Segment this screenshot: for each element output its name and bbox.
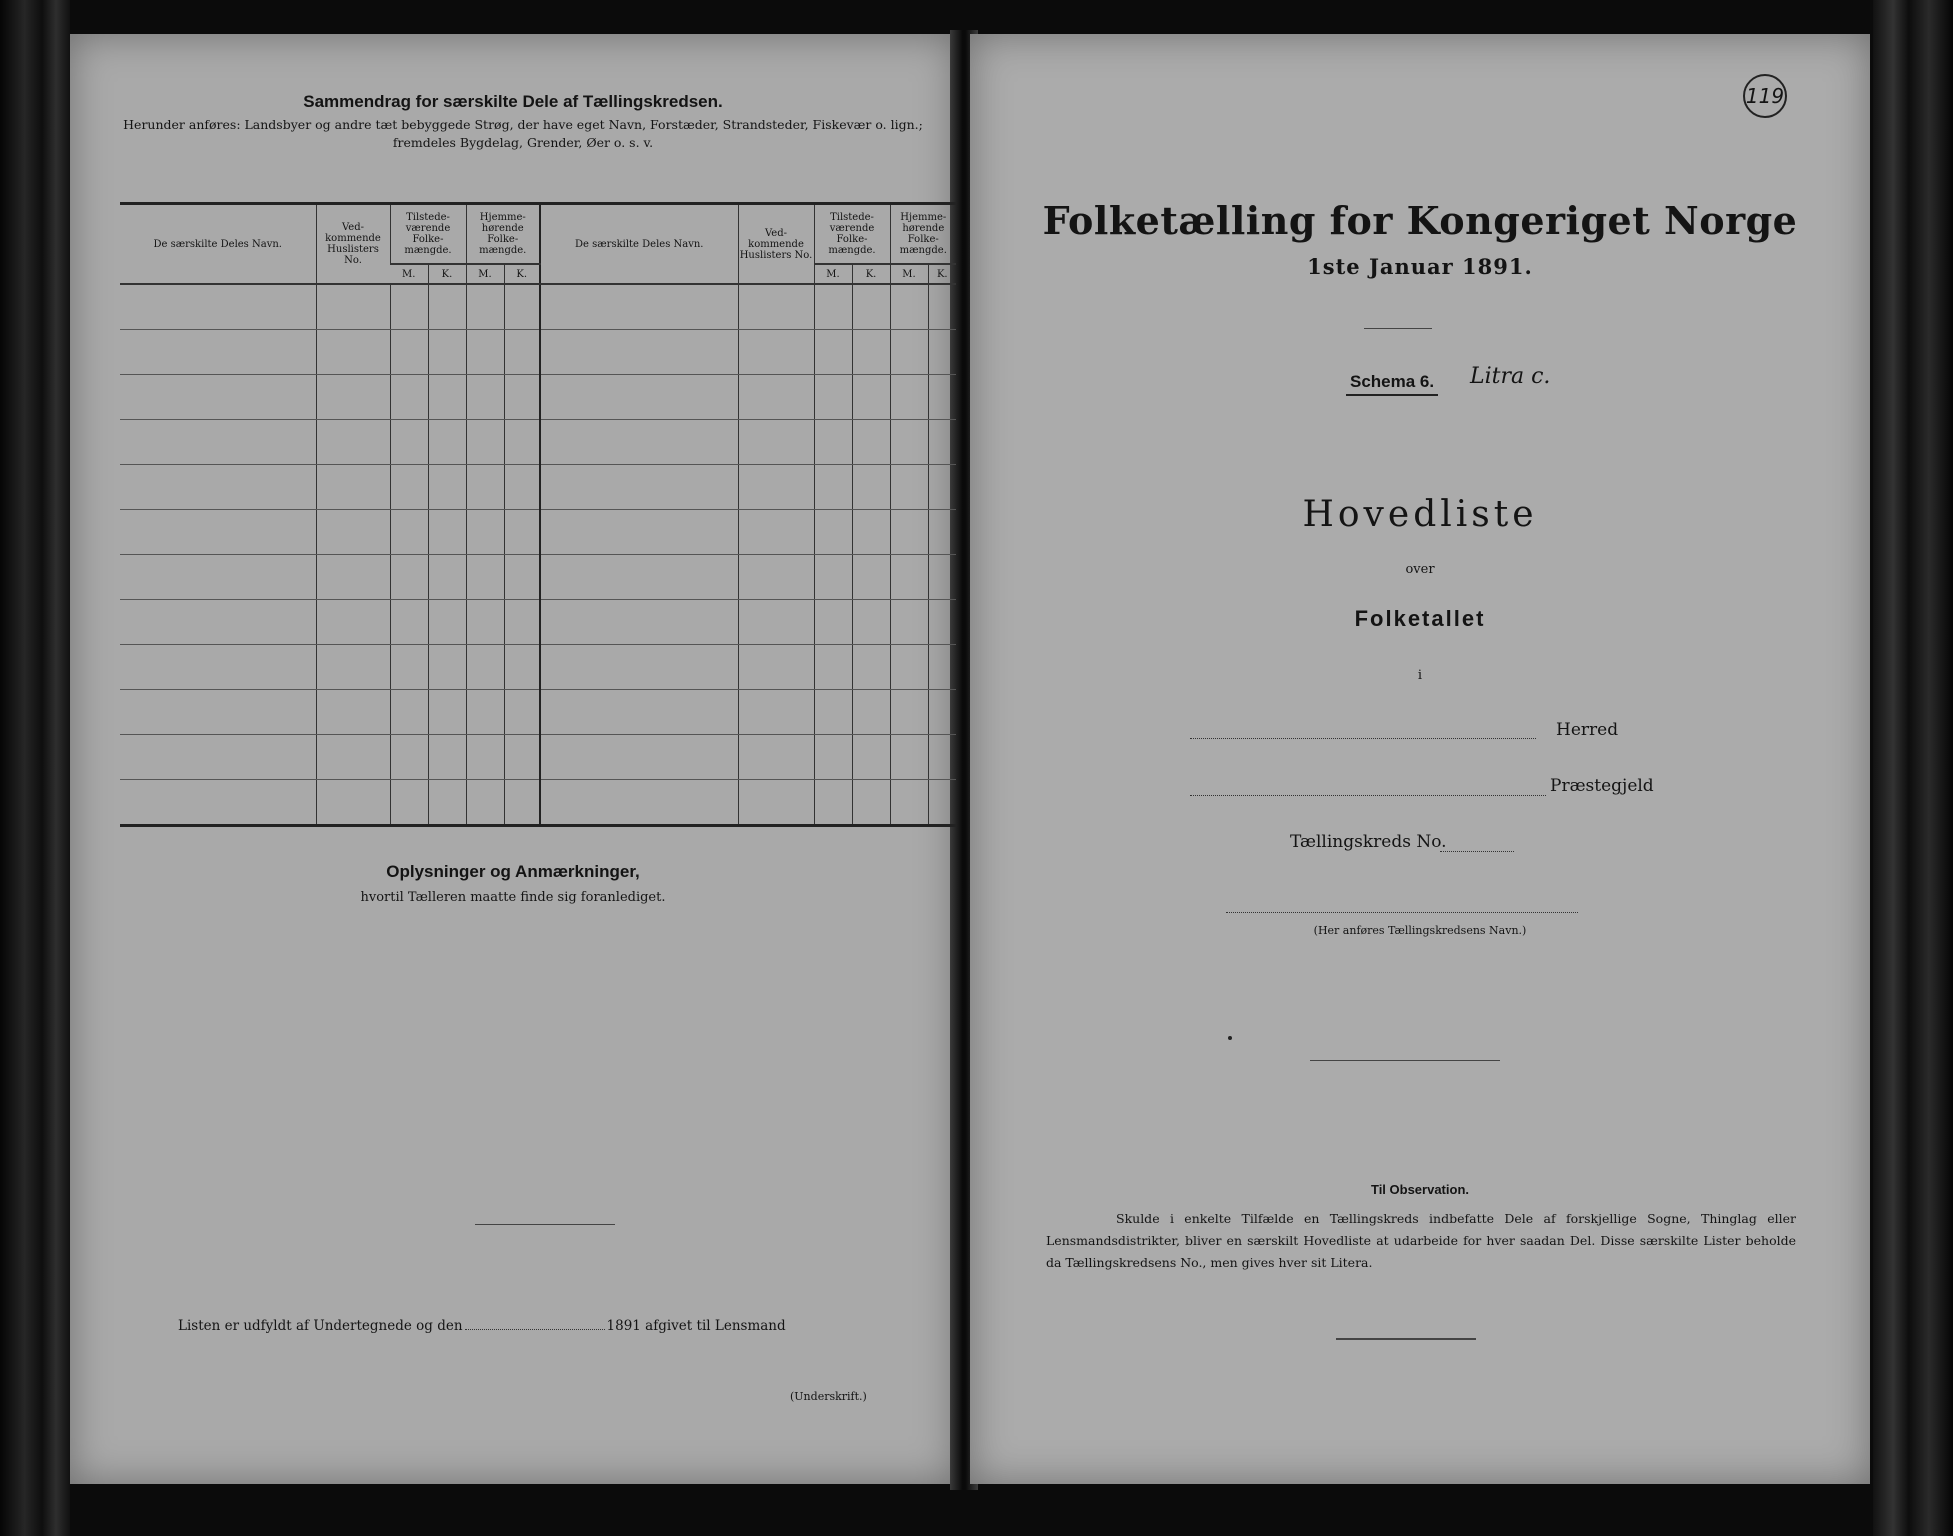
col-header-huslister: Ved-kommende Huslisters No.: [316, 204, 390, 285]
table-row: [120, 375, 956, 420]
table-cell: [852, 690, 890, 735]
table-cell: [814, 375, 852, 420]
table-row: [120, 600, 956, 645]
table-cell: [814, 510, 852, 555]
table-cell: [738, 555, 814, 600]
table-cell: [928, 555, 956, 600]
table-cell: [428, 420, 466, 465]
table-cell: [814, 690, 852, 735]
table-cell: [852, 555, 890, 600]
table-cell: [120, 780, 316, 826]
i-label: i: [1417, 668, 1423, 683]
table-cell: [738, 284, 814, 330]
table-cell: [316, 735, 390, 780]
table-cell: [428, 284, 466, 330]
table-cell: [540, 645, 738, 690]
table-cell: [390, 510, 428, 555]
table-row: [120, 780, 956, 826]
table-cell: [316, 465, 390, 510]
table-cell: [504, 284, 540, 330]
table-cell: [504, 735, 540, 780]
kreds-number-blank: [1440, 851, 1514, 852]
table-cell: [504, 555, 540, 600]
table-cell: [928, 600, 956, 645]
table-cell: [814, 600, 852, 645]
table-cell: [852, 780, 890, 826]
table-cell: [316, 645, 390, 690]
table-row: [120, 735, 956, 780]
signature-line-start: Listen er udfyldt af Undertegnede og den: [178, 1318, 463, 1334]
table-cell: [504, 780, 540, 826]
observation-text: Skulde i enkelte Tilfælde en Tællingskreds indbefatte Dele af forskjellige Sogne, Thinglag eller Lensmandsdistrikter, bliver en særskilt Hovedliste at udarbeide for hver saadan Del. Disse særskilte Lister beholde da Tællingskredsens No., men gives hver sit Litera.: [1046, 1211, 1796, 1270]
table-cell: [540, 600, 738, 645]
table-cell: [814, 420, 852, 465]
table-cell: [428, 690, 466, 735]
praestegjeld-blank: [1190, 795, 1546, 796]
main-heading: Hovedliste: [1302, 494, 1538, 535]
table-cell: [890, 780, 928, 826]
table-cell: [852, 420, 890, 465]
sub-m: M.: [890, 264, 928, 284]
table-cell: [390, 330, 428, 375]
table-cell: [928, 780, 956, 826]
table-cell: [466, 735, 504, 780]
table-cell: [504, 465, 540, 510]
table-cell: [928, 645, 956, 690]
schema-label: Schema 6.: [1346, 372, 1438, 396]
table-cell: [390, 555, 428, 600]
table-cell: [814, 735, 852, 780]
table-cell: [120, 465, 316, 510]
table-cell: [390, 645, 428, 690]
col-header-hjemme-2: Hjemme-hørende Folke-mængde.: [890, 204, 956, 265]
table-cell: [738, 375, 814, 420]
table-cell: [504, 420, 540, 465]
table-cell: [852, 284, 890, 330]
col-header-hjemme: Hjemme-hørende Folke-mængde.: [466, 204, 540, 265]
table-cell: [890, 645, 928, 690]
sub-k: K.: [928, 264, 956, 284]
signature-line-end: 1891 afgivet til Lensmand: [606, 1318, 786, 1334]
table-cell: [390, 375, 428, 420]
table-cell: [928, 420, 956, 465]
table-cell: [814, 645, 852, 690]
schema-handwritten: Litra c.: [1470, 364, 1551, 389]
table-cell: [390, 284, 428, 330]
table-cell: [316, 330, 390, 375]
table-row: [120, 284, 956, 330]
table-cell: [890, 555, 928, 600]
table-cell: [428, 330, 466, 375]
table-cell: [428, 465, 466, 510]
table-cell: [120, 330, 316, 375]
table-cell: [890, 465, 928, 510]
census-title: Folketælling for Kongeriget Norge: [1042, 198, 1798, 243]
table-cell: [928, 330, 956, 375]
table-cell: [390, 465, 428, 510]
table-cell: [120, 555, 316, 600]
table-cell: [928, 284, 956, 330]
praestegjeld-label: Præstegjeld: [1550, 776, 1654, 796]
table-cell: [890, 600, 928, 645]
table-cell: [928, 375, 956, 420]
table-cell: [316, 690, 390, 735]
table-cell: [316, 600, 390, 645]
table-header-row: [120, 204, 956, 265]
notes-title: Oplysninger og Anmærkninger,: [386, 862, 640, 881]
table-cell: [504, 690, 540, 735]
table-cell: [814, 555, 852, 600]
table-cell: [390, 780, 428, 826]
kreds-name-blank: [1226, 912, 1578, 913]
table-cell: [428, 510, 466, 555]
table-cell: [120, 600, 316, 645]
table-cell: [540, 735, 738, 780]
table-cell: [504, 645, 540, 690]
table-cell: [466, 555, 504, 600]
census-date: 1ste Januar 1891.: [1307, 254, 1533, 279]
table-cell: [120, 284, 316, 330]
notes-rule: [475, 1224, 615, 1225]
table-cell: [466, 690, 504, 735]
table-row: [120, 420, 956, 465]
summary-subtitle-line2: fremdeles Bygdelag, Grender, Øer o. s. v.: [392, 135, 654, 150]
table-cell: [120, 690, 316, 735]
bottom-rule: [1336, 1338, 1476, 1340]
summary-title: Sammendrag for særskilte Dele af Tællingskredsen.: [303, 92, 723, 111]
middle-rule: [1310, 1060, 1500, 1061]
sub-k: K.: [428, 264, 466, 284]
table-cell: [316, 555, 390, 600]
table-cell: [890, 375, 928, 420]
table-cell: [428, 555, 466, 600]
table-cell: [466, 420, 504, 465]
table-cell: [390, 735, 428, 780]
table-cell: [316, 780, 390, 826]
table-cell: [890, 735, 928, 780]
table-cell: [428, 375, 466, 420]
table-cell: [540, 690, 738, 735]
table-cell: [466, 330, 504, 375]
table-cell: [928, 510, 956, 555]
table-cell: [738, 645, 814, 690]
table-cell: [738, 690, 814, 735]
table-row: [120, 555, 956, 600]
date-blank: [465, 1328, 605, 1330]
book-edge-left: [0, 0, 70, 1536]
table-cell: [390, 420, 428, 465]
table-cell: [540, 375, 738, 420]
herred-label: Herred: [1556, 720, 1619, 740]
table-cell: [504, 330, 540, 375]
table-cell: [316, 375, 390, 420]
table-cell: [852, 735, 890, 780]
table-cell: [540, 780, 738, 826]
table-cell: [120, 645, 316, 690]
col-header-name: De særskilte Deles Navn.: [120, 204, 316, 285]
table-cell: [120, 375, 316, 420]
table-cell: [814, 284, 852, 330]
table-cell: [738, 420, 814, 465]
table-cell: [738, 780, 814, 826]
col-header-name-2: De særskilte Deles Navn.: [540, 204, 738, 285]
table-cell: [540, 284, 738, 330]
table-cell: [814, 465, 852, 510]
table-cell: [466, 375, 504, 420]
table-cell: [852, 465, 890, 510]
notes-subtitle: hvortil Tælleren maatte finde sig foranlediget.: [360, 890, 666, 905]
table-row: [120, 645, 956, 690]
observation-title: Til Observation.: [1370, 1182, 1469, 1197]
table-cell: [928, 465, 956, 510]
table-cell: [814, 330, 852, 375]
table-cell: [390, 600, 428, 645]
table-cell: [120, 510, 316, 555]
table-cell: [466, 465, 504, 510]
table-cell: [738, 465, 814, 510]
herred-blank: [1190, 738, 1536, 739]
col-header-tilstede: Tilstede-værende Folke-mængde.: [390, 204, 466, 265]
summary-table: [120, 202, 956, 827]
kreds-label: Tællingskreds No.: [1290, 832, 1447, 852]
table-cell: [466, 645, 504, 690]
table-cell: [466, 600, 504, 645]
table-cell: [738, 735, 814, 780]
signature-label: (Underskrift.): [790, 1390, 867, 1403]
summary-subtitle-line1: Herunder anføres: Landsbyer og andre tæt bebyggede Strøg, der have eget Navn, Forstæder, Strandsteder, Fiskevær o. lign.;: [123, 117, 923, 132]
sub-k: K.: [504, 264, 540, 284]
table-cell: [316, 284, 390, 330]
table-cell: [428, 600, 466, 645]
table-cell: [540, 510, 738, 555]
table-cell: [466, 284, 504, 330]
table-cell: [120, 735, 316, 780]
table-cell: [852, 600, 890, 645]
page-number-stamp: 119: [1743, 74, 1787, 118]
sub-m: M.: [814, 264, 852, 284]
col-header-huslister-2: Ved-kommende Huslisters No.: [738, 204, 814, 285]
table-cell: [504, 510, 540, 555]
table-cell: [928, 690, 956, 735]
table-cell: [316, 420, 390, 465]
table-cell: [466, 780, 504, 826]
table-cell: [852, 375, 890, 420]
folketallet-heading: Folketallet: [1354, 606, 1486, 631]
table-cell: [428, 645, 466, 690]
table-cell: [852, 510, 890, 555]
table-cell: [540, 420, 738, 465]
table-cell: [890, 420, 928, 465]
table-row: [120, 510, 956, 555]
col-header-tilstede-2: Tilstede-værende Folke-mængde.: [814, 204, 890, 265]
table-cell: [540, 465, 738, 510]
table-cell: [738, 330, 814, 375]
signature-line: [178, 1318, 786, 1334]
book-edge-right: [1873, 0, 1953, 1536]
table-cell: [890, 284, 928, 330]
table-cell: [316, 510, 390, 555]
table-cell: [890, 690, 928, 735]
table-cell: [504, 375, 540, 420]
over-label: over: [1405, 562, 1435, 577]
table-cell: [540, 330, 738, 375]
summary-subtitle: [100, 116, 946, 152]
sub-m: M.: [466, 264, 504, 284]
sub-m: M.: [390, 264, 428, 284]
table-cell: [814, 780, 852, 826]
table-cell: [852, 645, 890, 690]
table-cell: [428, 780, 466, 826]
ink-dot: [1228, 1036, 1232, 1040]
table-cell: [928, 735, 956, 780]
table-cell: [738, 600, 814, 645]
sub-k: K.: [852, 264, 890, 284]
table-cell: [504, 600, 540, 645]
table-cell: [466, 510, 504, 555]
table-cell: [120, 420, 316, 465]
table-cell: [890, 510, 928, 555]
table-cell: [428, 735, 466, 780]
kreds-name-note: (Her anføres Tællingskredsens Navn.): [1313, 924, 1527, 937]
table-row: [120, 330, 956, 375]
table-cell: [738, 510, 814, 555]
table-cell: [852, 330, 890, 375]
table-cell: [540, 555, 738, 600]
table-cell: [390, 690, 428, 735]
table-row: [120, 690, 956, 735]
table-row: [120, 465, 956, 510]
table-cell: [890, 330, 928, 375]
title-rule: [1364, 328, 1432, 329]
